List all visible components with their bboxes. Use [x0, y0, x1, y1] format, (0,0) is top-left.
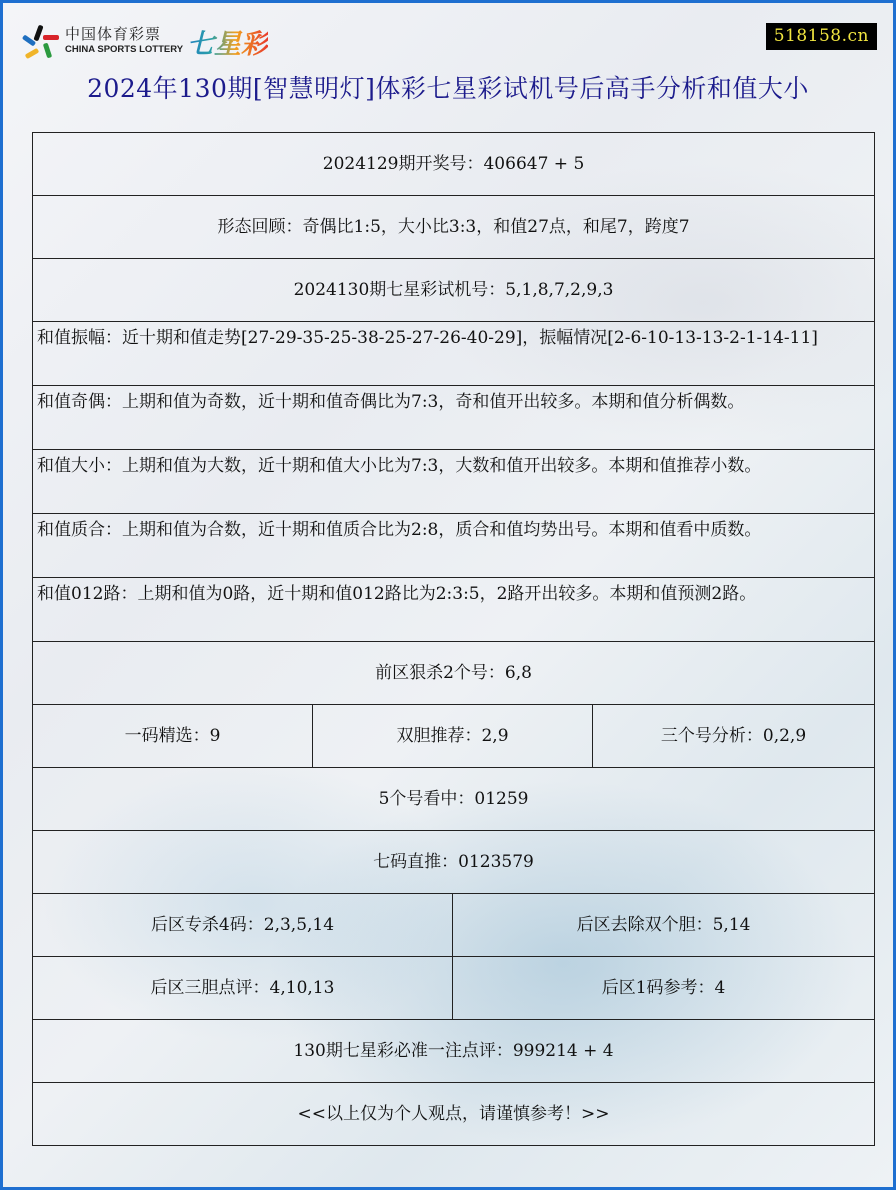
two-gall-cell: 双胆推荐：2,9 — [313, 705, 593, 768]
table-row — [33, 1020, 875, 1083]
disclaimer-cell: <<以上仅为个人观点，请谨慎参考！>> — [33, 1083, 875, 1146]
sum-odd-even-cell: 和值奇偶：上期和值为奇数，近十期和值奇偶比为7:3，奇和值开出较多。本期和值分析偶数。 — [33, 386, 875, 450]
front-kill-cell: 前区狠杀2个号：6,8 — [33, 642, 875, 705]
table-row — [33, 578, 875, 642]
sum-big-small-cell: 和值大小：上期和值为大数，近十期和值大小比为7:3，大数和值开出较多。本期和值推荐小数。 — [33, 450, 875, 514]
logo-english-text: CHINA SPORTS LOTTERY — [65, 44, 184, 56]
table-row — [33, 894, 875, 957]
draw-result-cell: 2024129期开奖号：406647 + 5 — [33, 133, 875, 196]
sum-012-route-cell: 和值012路：上期和值为0路，近十期和值012路比为2:3:5，2路开出较多。本期和值预测2路。 — [33, 578, 875, 642]
back-one-code-cell: 后区1码参考：4 — [453, 957, 875, 1020]
table-row — [33, 450, 875, 514]
page-title: 2024年130期[智慧明灯]体彩七星彩试机号后高手分析和值大小 — [87, 74, 809, 103]
must-pick-cell: 130期七星彩必准一注点评：999214 + 4 — [33, 1020, 875, 1083]
table-row — [33, 642, 875, 705]
table-row — [33, 514, 875, 578]
table-row — [33, 1083, 875, 1146]
pattern-review-cell: 形态回顾：奇偶比1:5，大小比3:3，和值27点，和尾7，跨度7 — [33, 196, 875, 259]
site-badge[interactable]: 518158.cn — [766, 23, 877, 50]
back-three-gall-cell: 后区三胆点评：4,10,13 — [33, 957, 453, 1020]
china-sports-lottery-logo — [21, 21, 268, 61]
back-remove-double-cell: 后区去除双个胆：5,14 — [453, 894, 875, 957]
table-row — [33, 386, 875, 450]
logo-chinese-text: 中国体育彩票 — [65, 25, 162, 44]
table-row — [33, 133, 875, 196]
table-row — [33, 196, 875, 259]
table-row — [33, 705, 875, 768]
sum-prime-composite-cell: 和值质合：上期和值为合数，近十期和值质合比为2:8，质合和值均势出号。本期和值看中质数。 — [33, 514, 875, 578]
table-row — [33, 957, 875, 1020]
three-analysis-cell: 三个号分析：0,2,9 — [593, 705, 875, 768]
logo-game-name: 七星彩 — [187, 22, 268, 61]
table-row — [33, 259, 875, 322]
seven-direct-cell: 七码直推：0123579 — [33, 831, 875, 894]
analysis-table — [32, 132, 875, 1146]
test-numbers-cell: 2024130期七星彩试机号：5,1,8,7,2,9,3 — [33, 259, 875, 322]
table-row — [33, 322, 875, 386]
table-row — [33, 768, 875, 831]
one-code-cell: 一码精选：9 — [33, 705, 313, 768]
sum-amplitude-cell: 和值振幅：近十期和值走势[27-29-35-25-38-25-27-26-40-29]，振幅情况[2-6-10-13-13-2-1-14-11] — [33, 322, 875, 386]
five-numbers-cell: 5个号看中：01259 — [33, 768, 875, 831]
lottery-star-icon — [21, 22, 59, 60]
back-kill4-cell: 后区专杀4码：2,3,5,14 — [33, 894, 453, 957]
table-row — [33, 831, 875, 894]
